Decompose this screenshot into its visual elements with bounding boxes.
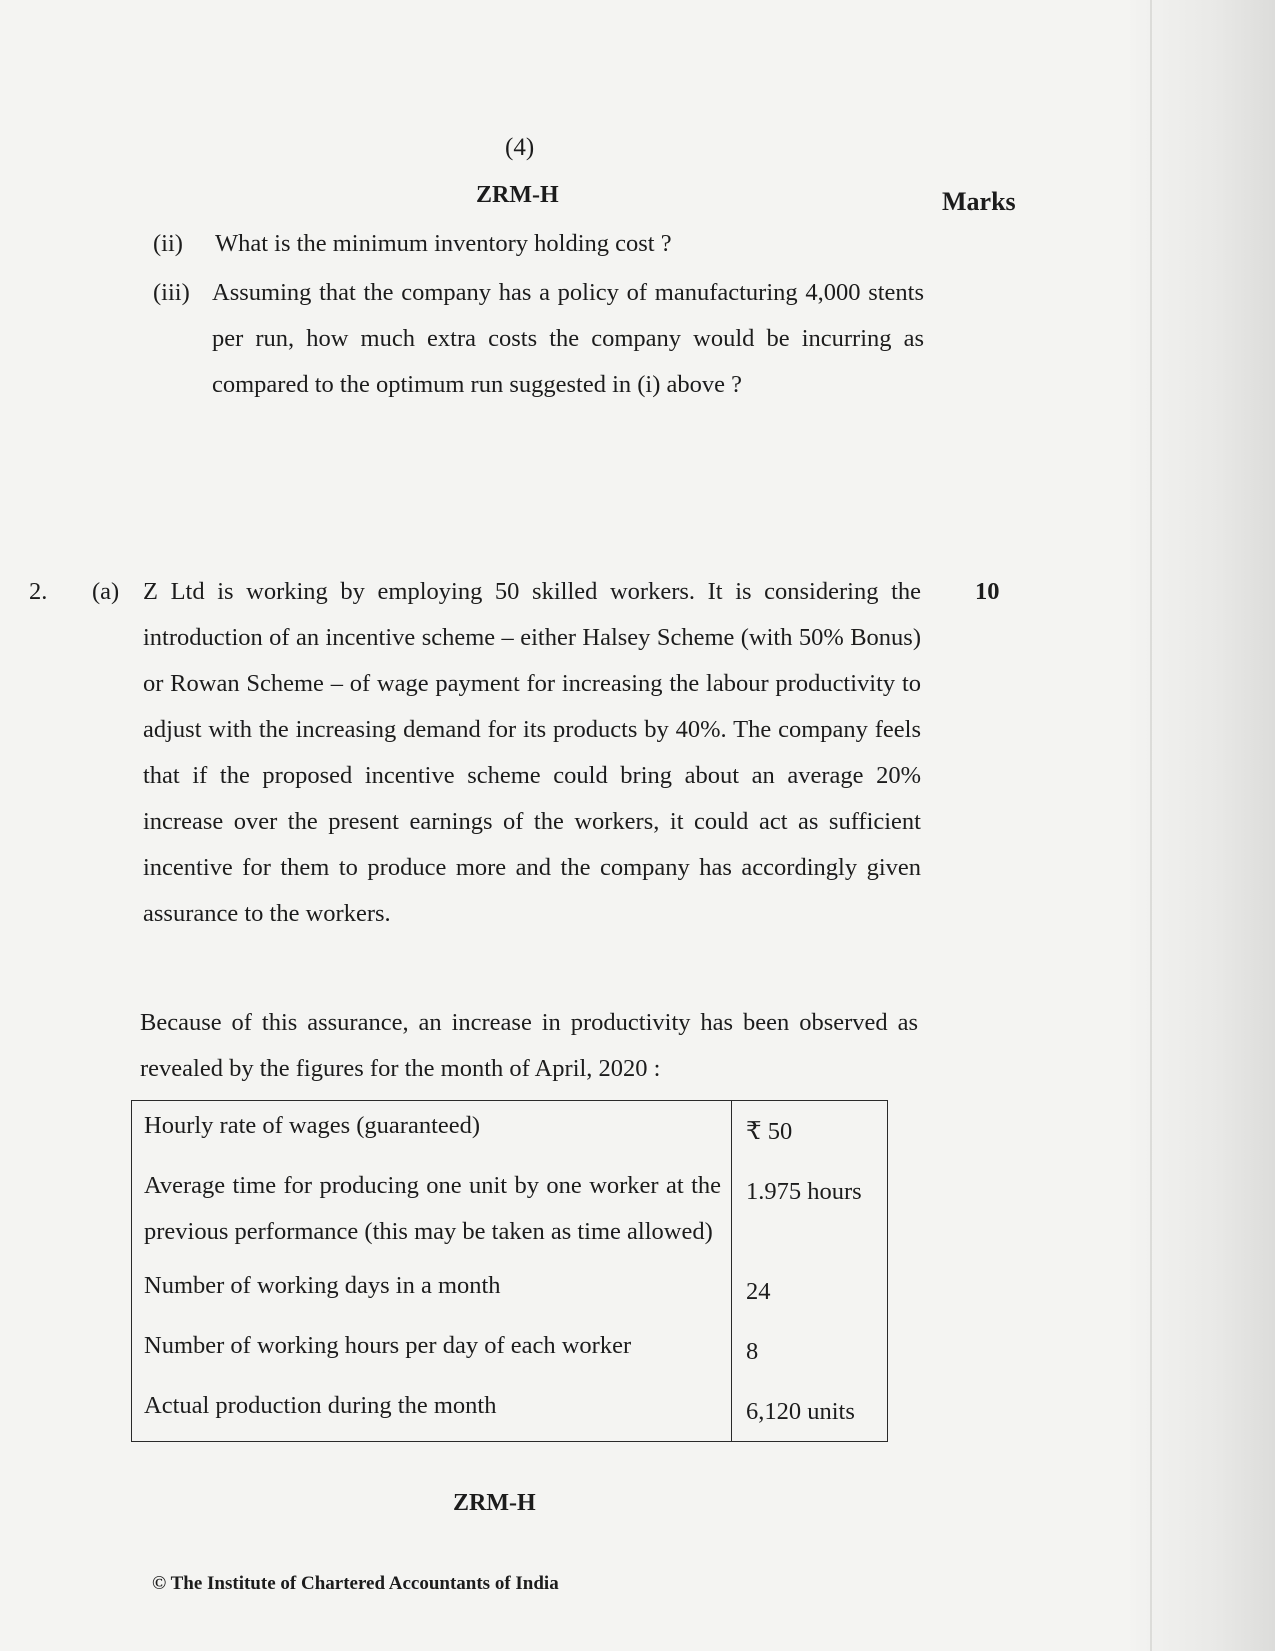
table-row	[132, 1101, 888, 1162]
question-2a-marks: 10	[975, 578, 1000, 605]
part-iii-label: (iii)	[153, 279, 190, 306]
copyright-notice: © The Institute of Chartered Accountants of India	[152, 1573, 559, 1594]
part-ii-label: (ii)	[153, 230, 183, 257]
table-row	[132, 1161, 888, 1261]
page-edge	[1150, 0, 1152, 1651]
paper-code-footer: ZRM-H	[453, 1490, 536, 1516]
part-iii-text: Assuming that the company has a policy of manufacturing 4,000 stents per run, how much extra costs the company would be incurring as compared to the optimum run suggested in (i) above ?	[212, 279, 924, 398]
table-row-label: Average time for producing one unit by one worker at the previous performance (this may be taken as time allowed)	[132, 1161, 732, 1261]
table-row-value: 8	[746, 1338, 759, 1365]
page-number: (4)	[505, 134, 535, 161]
table-row-label: Number of working days in a month	[132, 1261, 732, 1321]
table-row	[132, 1381, 888, 1442]
table-row-label: Number of working hours per day of each worker	[132, 1321, 732, 1381]
marks-heading: Marks	[942, 187, 1016, 216]
table-row-value: 1.975 hours	[746, 1178, 862, 1205]
question-2a-paragraph: Z Ltd is working by employing 50 skilled workers. It is considering the introduction of an incentive scheme – either Halsey Scheme (with 50% Bonus) or Rowan Scheme – of wage payment for increasing the labour productivity to adjust with the increasing demand for its products by 40%. The company feels that if the proposed incentive scheme could bring about an average 20% increase over the present earnings of the workers, it could act as sufficient incentive for them to produce more and the company has accordingly given assurance to the workers.	[143, 578, 921, 927]
part-ii-text: What is the minimum inventory holding cost ?	[215, 230, 672, 257]
table-row	[132, 1321, 888, 1381]
paper-code-header: ZRM-H	[476, 182, 559, 208]
table-row-label: Actual production during the month	[132, 1381, 732, 1442]
table-row-label: Hourly rate of wages (guaranteed)	[132, 1101, 732, 1162]
productivity-table	[131, 1100, 888, 1442]
table-row-value: 24	[746, 1278, 771, 1305]
question-2a-label: (a)	[92, 578, 120, 605]
page-shadow	[1125, 0, 1275, 1651]
question-2a-paragraph-2: Because of this assurance, an increase in productivity has been observed as revealed by the figures for the month of April, 2020 :	[140, 1009, 918, 1082]
table-row-value: ₹ 50	[746, 1118, 793, 1145]
table-row-value: 6,120 units	[746, 1398, 855, 1425]
table-row	[132, 1261, 888, 1321]
question-2-number: 2.	[29, 578, 48, 605]
